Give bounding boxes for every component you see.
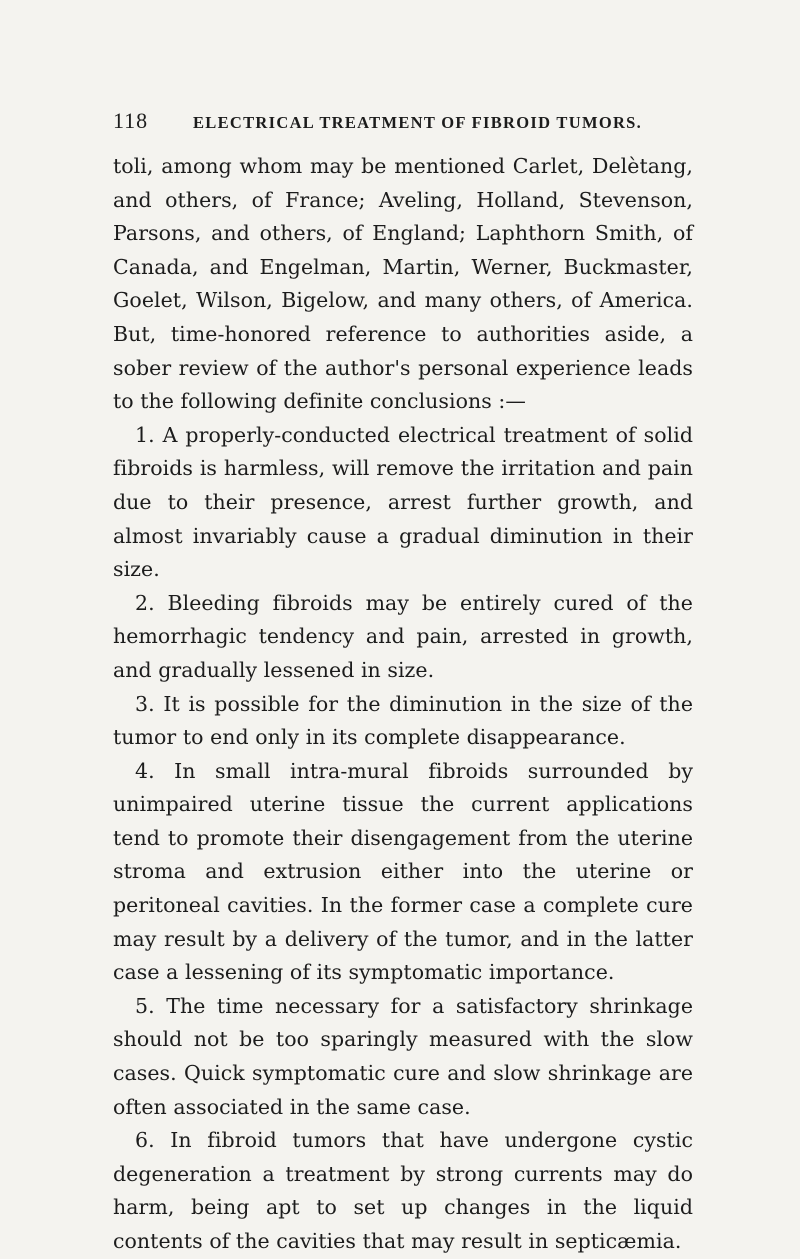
- running-title: ELECTRICAL TREATMENT OF FIBROID TUMORS.: [193, 113, 643, 132]
- book-page: [113, 108, 693, 1259]
- conclusion-4: 4. In small intra-mural fibroids surrounded by unimpaired uterine tissue the current applications tend to promote their disengagement from the uterine stroma and extrusion either into the uterine or peritoneal cavities. In the former case a complete cure may result by a delivery of the tumor, and in the latter case a lessening of its symptomatic importance.: [113, 758, 693, 985]
- conclusion-5: 5. The time necessary for a satisfactory shrinkage should not be too sparingly measured with the slow cases. Quick symptomatic cure and slow shrinkage are often associated in the same case.: [113, 993, 693, 1119]
- conclusion-2: 2. Bleeding fibroids may be entirely cured of the hemorrhagic tendency and pain, arrested in growth, and gradually lessened in size.: [113, 590, 693, 682]
- body-text: [113, 150, 693, 1259]
- conclusion-1: 1. A properly-conducted electrical treatment of solid fibroids is harmless, will remove the irritation and pain due to their presence, arrest further growth, and almost invariably cause a gradual diminution in their size.: [113, 422, 693, 582]
- conclusion-6: 6. In fibroid tumors that have undergone cystic degeneration a treatment by strong currents may do harm, being apt to set up changes in the liquid contents of the cavities that may result in septicæmia.: [113, 1128, 693, 1253]
- conclusion-3: 3. It is possible for the diminution in the size of the tumor to end only in its complete disappearance.: [113, 691, 693, 750]
- page-number: 118: [113, 108, 149, 133]
- paragraph-continuation: toli, among whom may be mentioned Carlet, Delètang, and others, of France; Aveling, Holland, Stevenson, Parsons, and others, of England; Laphthorn Smith, of Canada, and Engelman, Martin, Werner, Buckmaster, Goelet, Wilson, Bigelow, and many others, of America. But, time-honored reference to authorities aside, a sober review of the author's personal experience leads to the following definite conclusions :—: [113, 154, 693, 414]
- running-head: [113, 108, 693, 132]
